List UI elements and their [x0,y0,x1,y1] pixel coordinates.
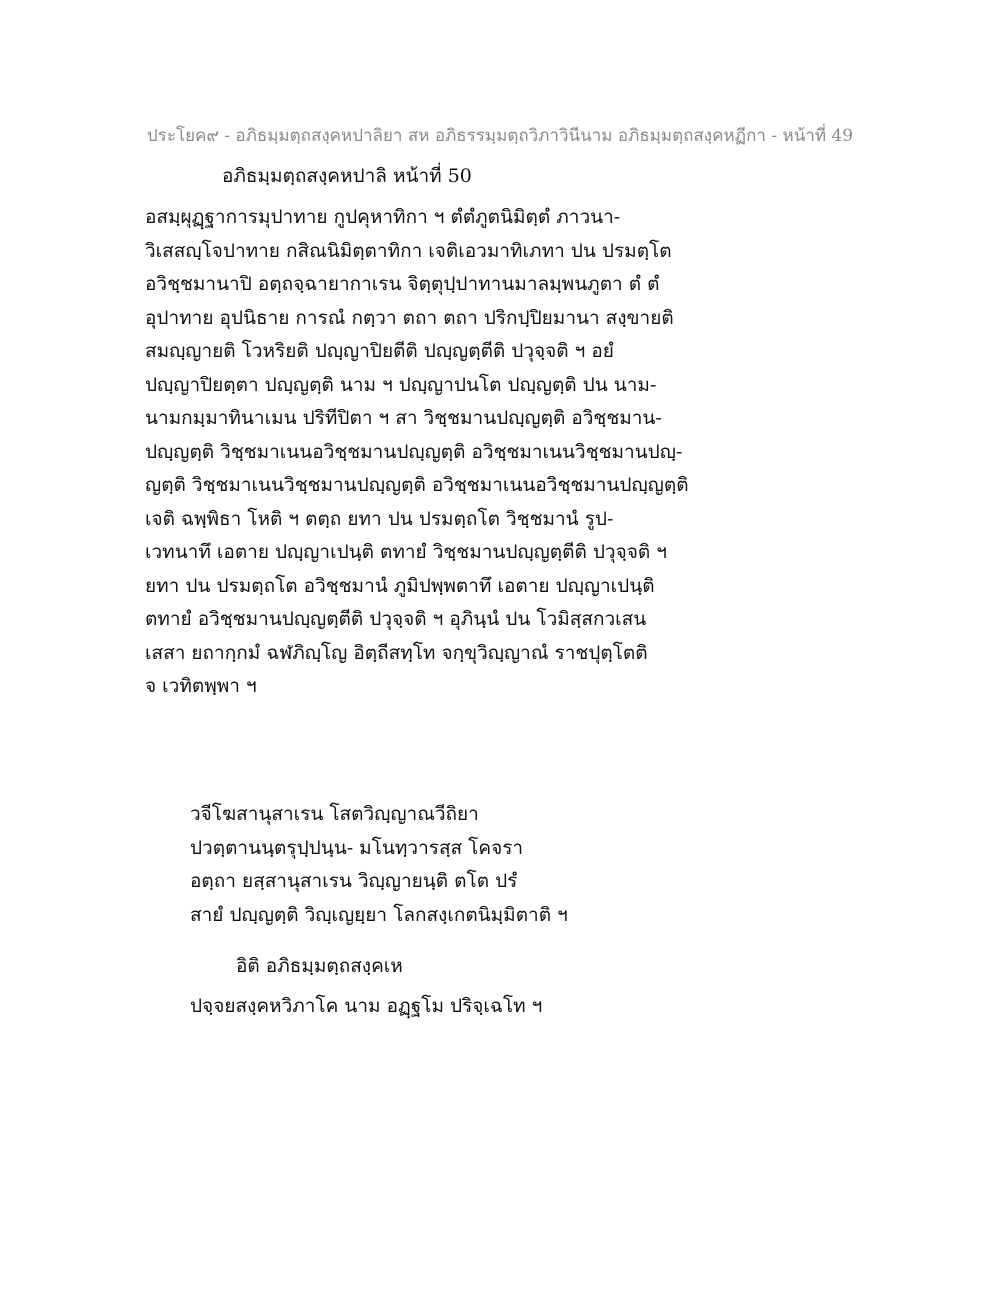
body-line: เวทนาทึ เอตาย ปญฺญาเปนฺติ ตทายํ วิชฺชมานปญฺญตฺตีติ ปวุจฺจติ ฯ [145,541,667,563]
body-line: อวิชฺชมานาปิ อตฺถจฺฉายากาเรน จิตฺตุปฺปาทานมาลมฺพนภูตา ตํ ตํ [145,273,660,295]
body-line: อสมฺผุฏฺฐาการมุปาทาย กูปคุหาทิกา ฯ ตํตํภูตนิมิตฺตํ ภาวนา- [145,206,621,228]
page-subtitle: อภิธมฺมตฺถสงฺคหปาลิ หน้าที่ 50 [222,165,472,187]
body-paragraph [145,201,705,704]
body-line: สมญฺญายติ โวหริยติ ปญฺญาปิยตีติ ปญฺญตฺตีติ ปวุจฺจติ ฯ อยํ [145,340,614,362]
verse-line: ปวตฺตานนฺตรุปฺปนฺน- มโนทฺวารสฺส โคจรา [190,836,524,859]
verse-line: อตฺถา ยสฺสานุสาเรน วิญฺญายนฺติ ตโต ปรํ [190,870,518,892]
body-line: ปญฺญาปิยตฺตา ปญฺญตฺติ นาม ฯ ปญฺญาปนโต ปญฺญตฺติ ปน นาม- [145,373,657,396]
verse-line: วจีโฆสานุสาเรน โสตวิญฺญาณวีถิยา [190,803,479,825]
body-line: ญตฺติ วิชฺชมาเนนวิชฺชมานปญฺญตฺติ อวิชฺชมาเนนอวิชฺชมานปญฺญตฺติ [145,474,689,496]
body-line: ปญฺญตฺติ วิชฺชมาเนนอวิชฺชมานปญฺญตฺติ อวิชฺชมาเนนวิชฺชมานปญฺ- [145,440,683,463]
body-line: ยทา ปน ปรมตฺถโต อวิชฺชมานํ ภูมิปพฺพตาทึ เอตาย ปญฺญาเปนฺติ [145,574,655,597]
chapter-end-line: ปจฺจยสงฺคหวิภาโค นาม อฏฺฐโม ปริจฺเฉโท ฯ [190,995,543,1017]
body-line: เจติ ฉพฺพิธา โหติ ฯ ตตฺถ ยทา ปน ปรมตฺถโต วิชฺชมานํ รูป- [145,507,614,530]
body-line: เสสา ยถากฺกมํ ฉฬภิญฺโญ อิตฺถีสทฺโท จกฺขุวิญฺญาณํ ราชปุตฺโตติ [145,641,648,664]
verse-line: สายํ ปญฺญตฺติ วิญฺเญยฺยา โลกสงฺเกตนิมฺมิตาติ ฯ [190,903,568,926]
body-line: อุปาทาย อุปนิธาย การณํ กตฺวา ตถา ตถา ปริกปฺปิยมานา สงฺขายติ [145,306,674,329]
body-line: จ เวทิตพฺพา ฯ [145,675,257,697]
closing-label: อิติ อภิธมฺมตฺถสงฺคเห [236,955,403,977]
verse-block [190,798,568,932]
body-line: วิเสสญฺโจปาทาย กสิณนิมิตฺตาทิกา เจติเอวมาทิเภทา ปน ปรมตฺโต [145,239,672,262]
body-line: นามกมฺมาทินาเมน ปริทีปิตา ฯ สา วิชฺชมานปญฺญตฺติ อวิชฺชมาน- [145,407,662,429]
running-header: ประโยค๙ - อภิธมฺมตฺถสงฺคหปาลิยา สห อภิธรรมฺมตฺถวิภาวินีนาม อภิธมฺมตฺถสงฺคหฏีกา - หน้าที่ 49 [146,126,854,146]
body-line: ตทายํ อวิชฺชมานปญฺญตฺตีติ ปวุจฺจติ ฯ อุภินฺนํ ปน โวมิสฺสกวเสน [145,608,647,630]
